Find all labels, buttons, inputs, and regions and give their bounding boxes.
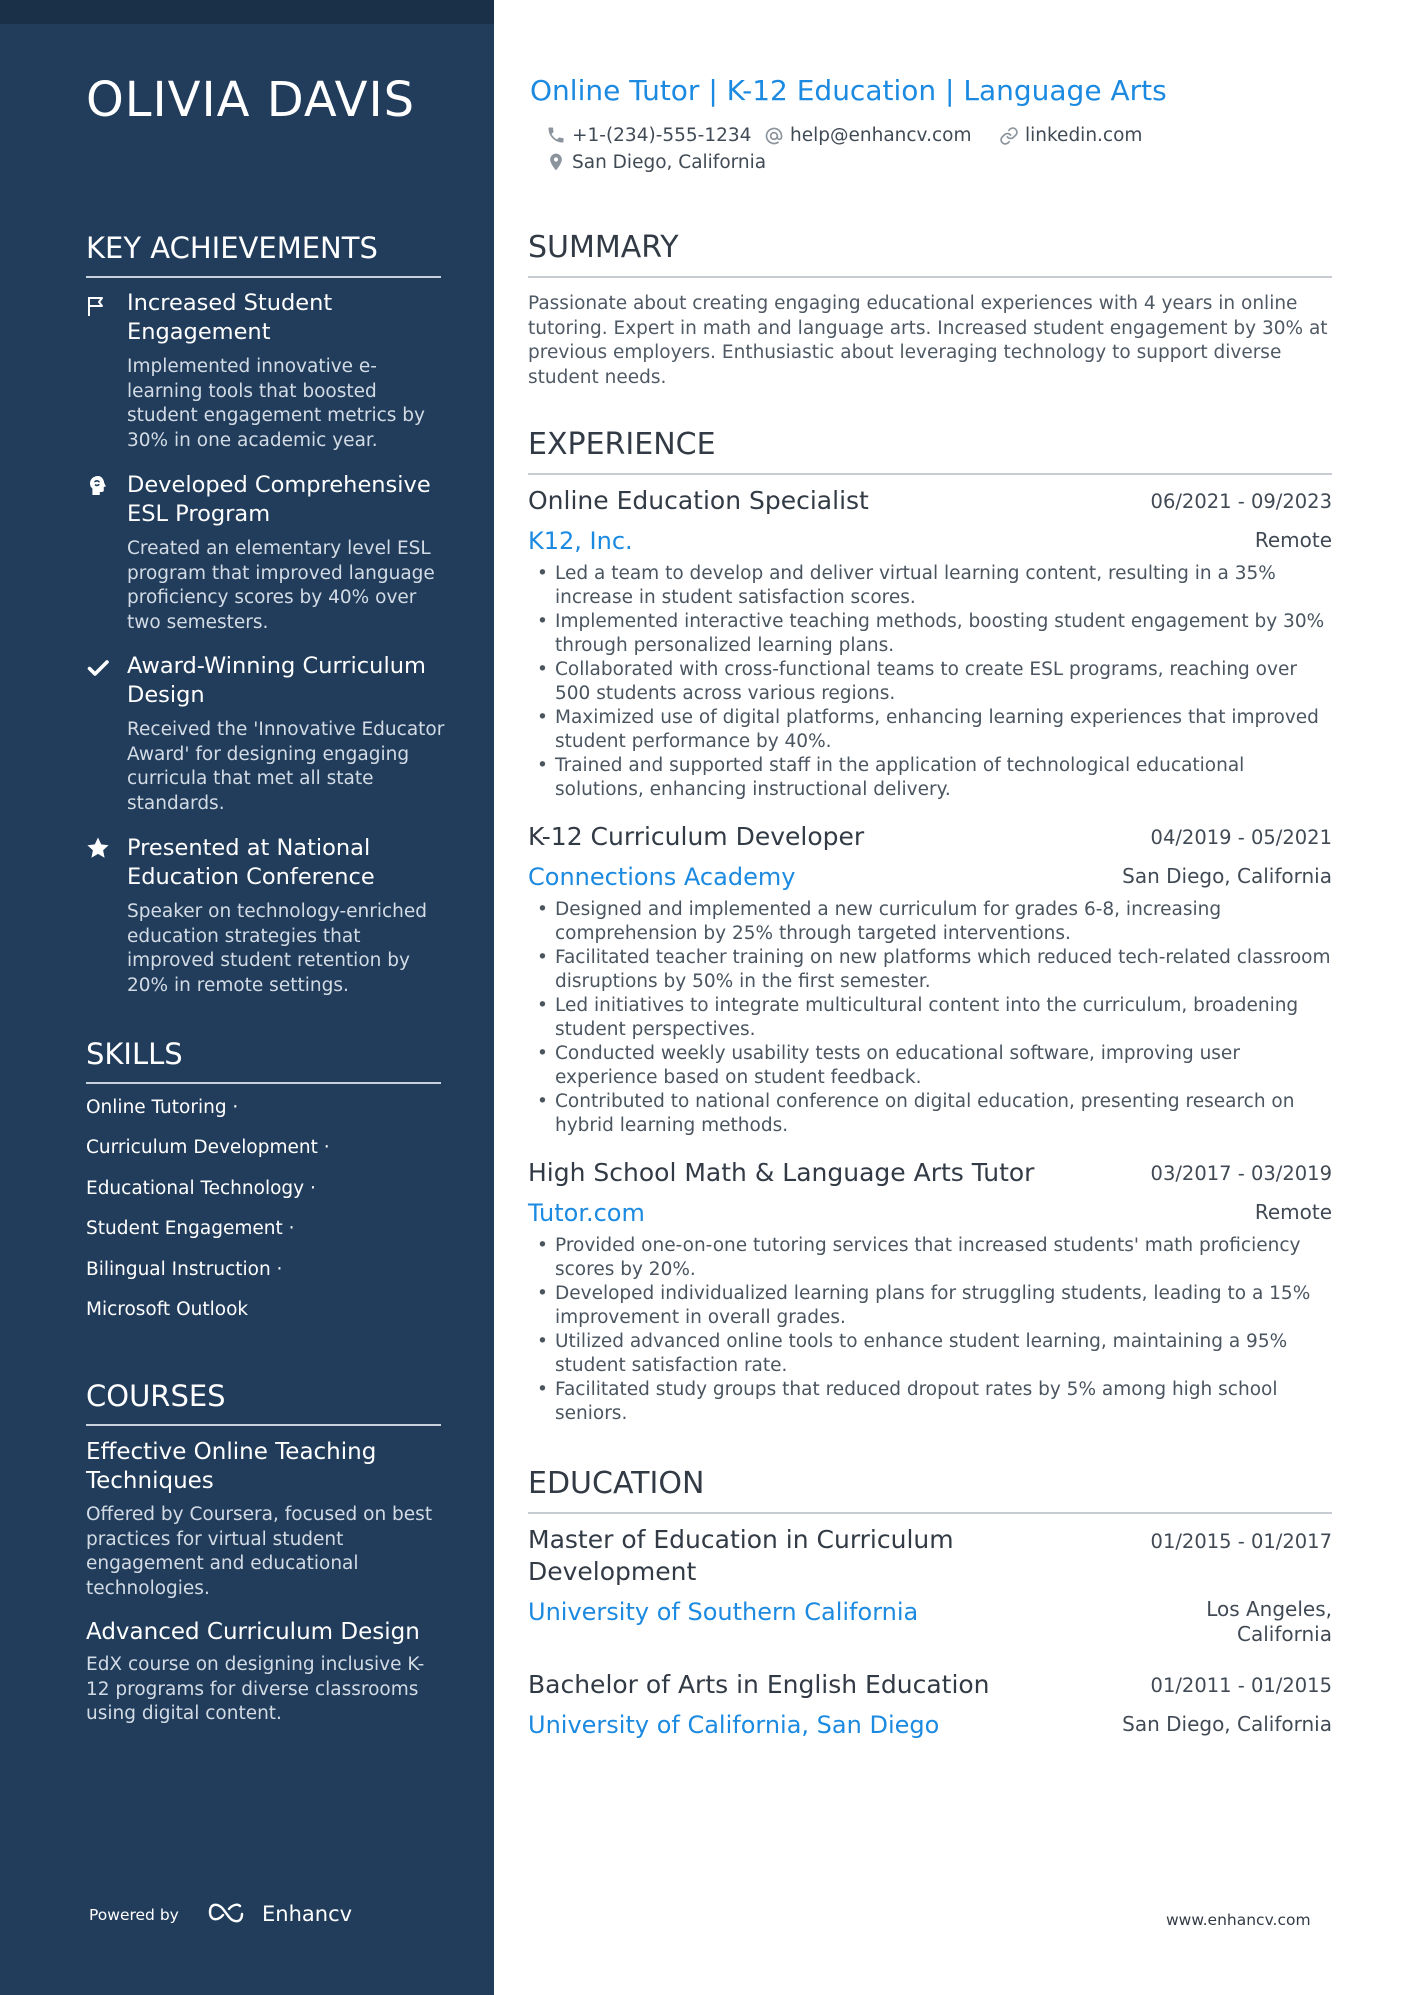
achievement-title: Presented at National Education Conference [127, 835, 375, 890]
job-bullet: • Designed and implemented a new curriculum for grades 6-8, increasing comprehension by 25% through targeted interventions. [528, 898, 1332, 946]
location: San Diego, California [572, 152, 767, 173]
job-title: Online Education Specialist [528, 486, 869, 515]
achievement-title: Award-Winning Curriculum Design [127, 653, 426, 708]
school-name: University of California, San Diego [528, 1711, 940, 1739]
link-icon [999, 126, 1019, 146]
achievement-description: Speaker on technology-enriched education strategies that improved student retention by 20% in remote settings. [127, 901, 428, 996]
email-link[interactable]: help@enhancv.com [790, 125, 972, 146]
brain-icon [86, 474, 110, 498]
skill-item: Online Tutoring · [86, 1097, 239, 1118]
job-tagline: Online Tutor | K-12 Education | Language Arts [530, 74, 1167, 107]
experience-heading: EXPERIENCE [528, 427, 716, 462]
job-location: Remote [1254, 528, 1332, 552]
company-name: K12, Inc. [528, 527, 633, 555]
skill-item: Educational Technology · [86, 1178, 316, 1199]
skill-item: Microsoft Outlook [86, 1299, 249, 1320]
summary-divider [528, 276, 1332, 278]
job-bullet: • Collaborated with cross-functional teams to create ESL programs, reaching over 500 students across various regions. [528, 658, 1332, 706]
job-title: K-12 Curriculum Developer [528, 822, 865, 851]
achievement-title: Increased Student Engagement [127, 290, 333, 345]
star-icon [86, 836, 110, 860]
job-bullet: • Provided one-on-one tutoring services that increased students' math proficiency scores by 20%. [528, 1234, 1332, 1282]
job-bullets [528, 898, 1332, 1138]
course-title: Effective Online Teaching Techniques [86, 1439, 377, 1494]
phone-number: +1-(234)-555-1234 [572, 125, 752, 146]
course-description: Offered by Coursera, focused on best practices for virtual student engagement and educational technologies. [86, 1504, 433, 1599]
at-icon [764, 126, 784, 146]
skill-item: Curriculum Development · [86, 1137, 330, 1158]
enhancv-logo-wordmark: Enhancv [262, 1902, 353, 1926]
school-location: Los Angeles, California [1206, 1597, 1332, 1646]
job-location: San Diego, California [1122, 864, 1332, 888]
check-icon [86, 656, 110, 680]
achievement-description: Created an elementary level ESL program that improved language proficiency scores by 40% over two semesters. [127, 538, 435, 633]
powered-by-label: Powered by [89, 1906, 179, 1924]
job-bullet: • Contributed to national conference on digital education, presenting research on hybrid learning methods. [528, 1090, 1332, 1138]
courses-divider [86, 1424, 441, 1426]
job-bullet: • Implemented interactive teaching methods, boosting student engagement by 30% through personalized learning plans. [528, 610, 1332, 658]
course-description: EdX course on designing inclusive K-12 programs for diverse classrooms using digital content. [86, 1654, 425, 1724]
achievement-title: Developed Comprehensive ESL Program [127, 472, 431, 527]
enhancv-logo [208, 1895, 368, 1929]
main-content [494, 0, 1410, 1995]
linkedin-link[interactable]: linkedin.com [1025, 125, 1143, 146]
achievements-divider [86, 276, 441, 278]
course-title: Advanced Curriculum Design [86, 1619, 420, 1645]
job-dates: 06/2021 - 09/2023 [1150, 490, 1332, 513]
education-divider [528, 1512, 1332, 1514]
job-title: High School Math & Language Arts Tutor [528, 1158, 1035, 1187]
education-heading: EDUCATION [528, 1466, 705, 1501]
skills-divider [86, 1082, 441, 1084]
job-bullet: • Developed individualized learning plans for struggling students, leading to a 15% improvement in overall grades. [528, 1282, 1332, 1330]
website-link[interactable]: www.enhancv.com [1166, 1911, 1311, 1929]
experience-divider [528, 473, 1332, 475]
phone-icon [546, 125, 566, 145]
achievements-heading: KEY ACHIEVEMENTS [86, 231, 378, 265]
job-bullets [528, 1234, 1332, 1426]
summary-heading: SUMMARY [528, 230, 679, 265]
enhancv-logo-icon [210, 1905, 242, 1921]
school-name: University of Southern California [528, 1598, 919, 1626]
job-bullet: • Led initiatives to integrate multicultural content into the curriculum, broadening student perspectives. [528, 994, 1332, 1042]
job-bullet: • Led a team to develop and deliver virtual learning content, resulting in a 35% increase in student satisfaction scores. [528, 562, 1332, 610]
job-bullets [528, 562, 1332, 802]
candidate-name: OLIVIA DAVIS [86, 72, 416, 128]
job-bullet: • Facilitated study groups that reduced dropout rates by 5% among high school seniors. [528, 1378, 1332, 1426]
achievement-description: Implemented innovative e-learning tools that boosted student engagement metrics by 30% in one academic year. [127, 356, 425, 451]
job-bullet: • Conducted weekly usability tests on educational software, improving user experience based on student feedback. [528, 1042, 1332, 1090]
job-bullet: • Maximized use of digital platforms, enhancing learning experiences that improved student performance by 40%. [528, 706, 1332, 754]
job-location: Remote [1254, 1200, 1332, 1224]
skill-item: Student Engagement · [86, 1218, 295, 1239]
degree-dates: 01/2015 - 01/2017 [1150, 1530, 1332, 1553]
company-name: Tutor.com [528, 1199, 645, 1227]
courses-heading: COURSES [86, 1379, 226, 1413]
job-bullet: • Trained and supported staff in the application of technological educational solutions, enhancing instructional delivery. [528, 754, 1332, 802]
skills-heading: SKILLS [86, 1037, 183, 1071]
job-bullet: • Utilized advanced online tools to enhance student learning, maintaining a 95% student satisfaction rate. [528, 1330, 1332, 1378]
summary-text: Passionate about creating engaging educational experiences with 4 years in online tutoring. Expert in math and language arts. Increased student engagement by 30% at previous employers. Enthusiastic about leveraging technology to support diverse student needs. [528, 293, 1328, 388]
flag-icon [86, 294, 110, 318]
company-name: Connections Academy [528, 863, 796, 891]
degree-title: Master of Education in Curriculum Development [528, 1525, 954, 1586]
degree-dates: 01/2011 - 01/2015 [1150, 1674, 1332, 1697]
school-location: San Diego, California [1122, 1712, 1332, 1736]
sidebar [0, 0, 494, 1995]
job-dates: 04/2019 - 05/2021 [1150, 826, 1332, 849]
job-bullet: • Facilitated teacher training on new platforms which reduced tech-related classroom disruptions by 50% in the first semester. [528, 946, 1332, 994]
sidebar-top-strip [0, 0, 494, 24]
degree-title: Bachelor of Arts in English Education [528, 1670, 990, 1699]
job-dates: 03/2017 - 03/2019 [1150, 1162, 1332, 1185]
location-pin-icon [546, 152, 566, 172]
skill-item: Bilingual Instruction · [86, 1259, 283, 1280]
achievement-description: Received the 'Innovative Educator Award' for designing engaging curricula that met all state standards. [127, 719, 445, 814]
